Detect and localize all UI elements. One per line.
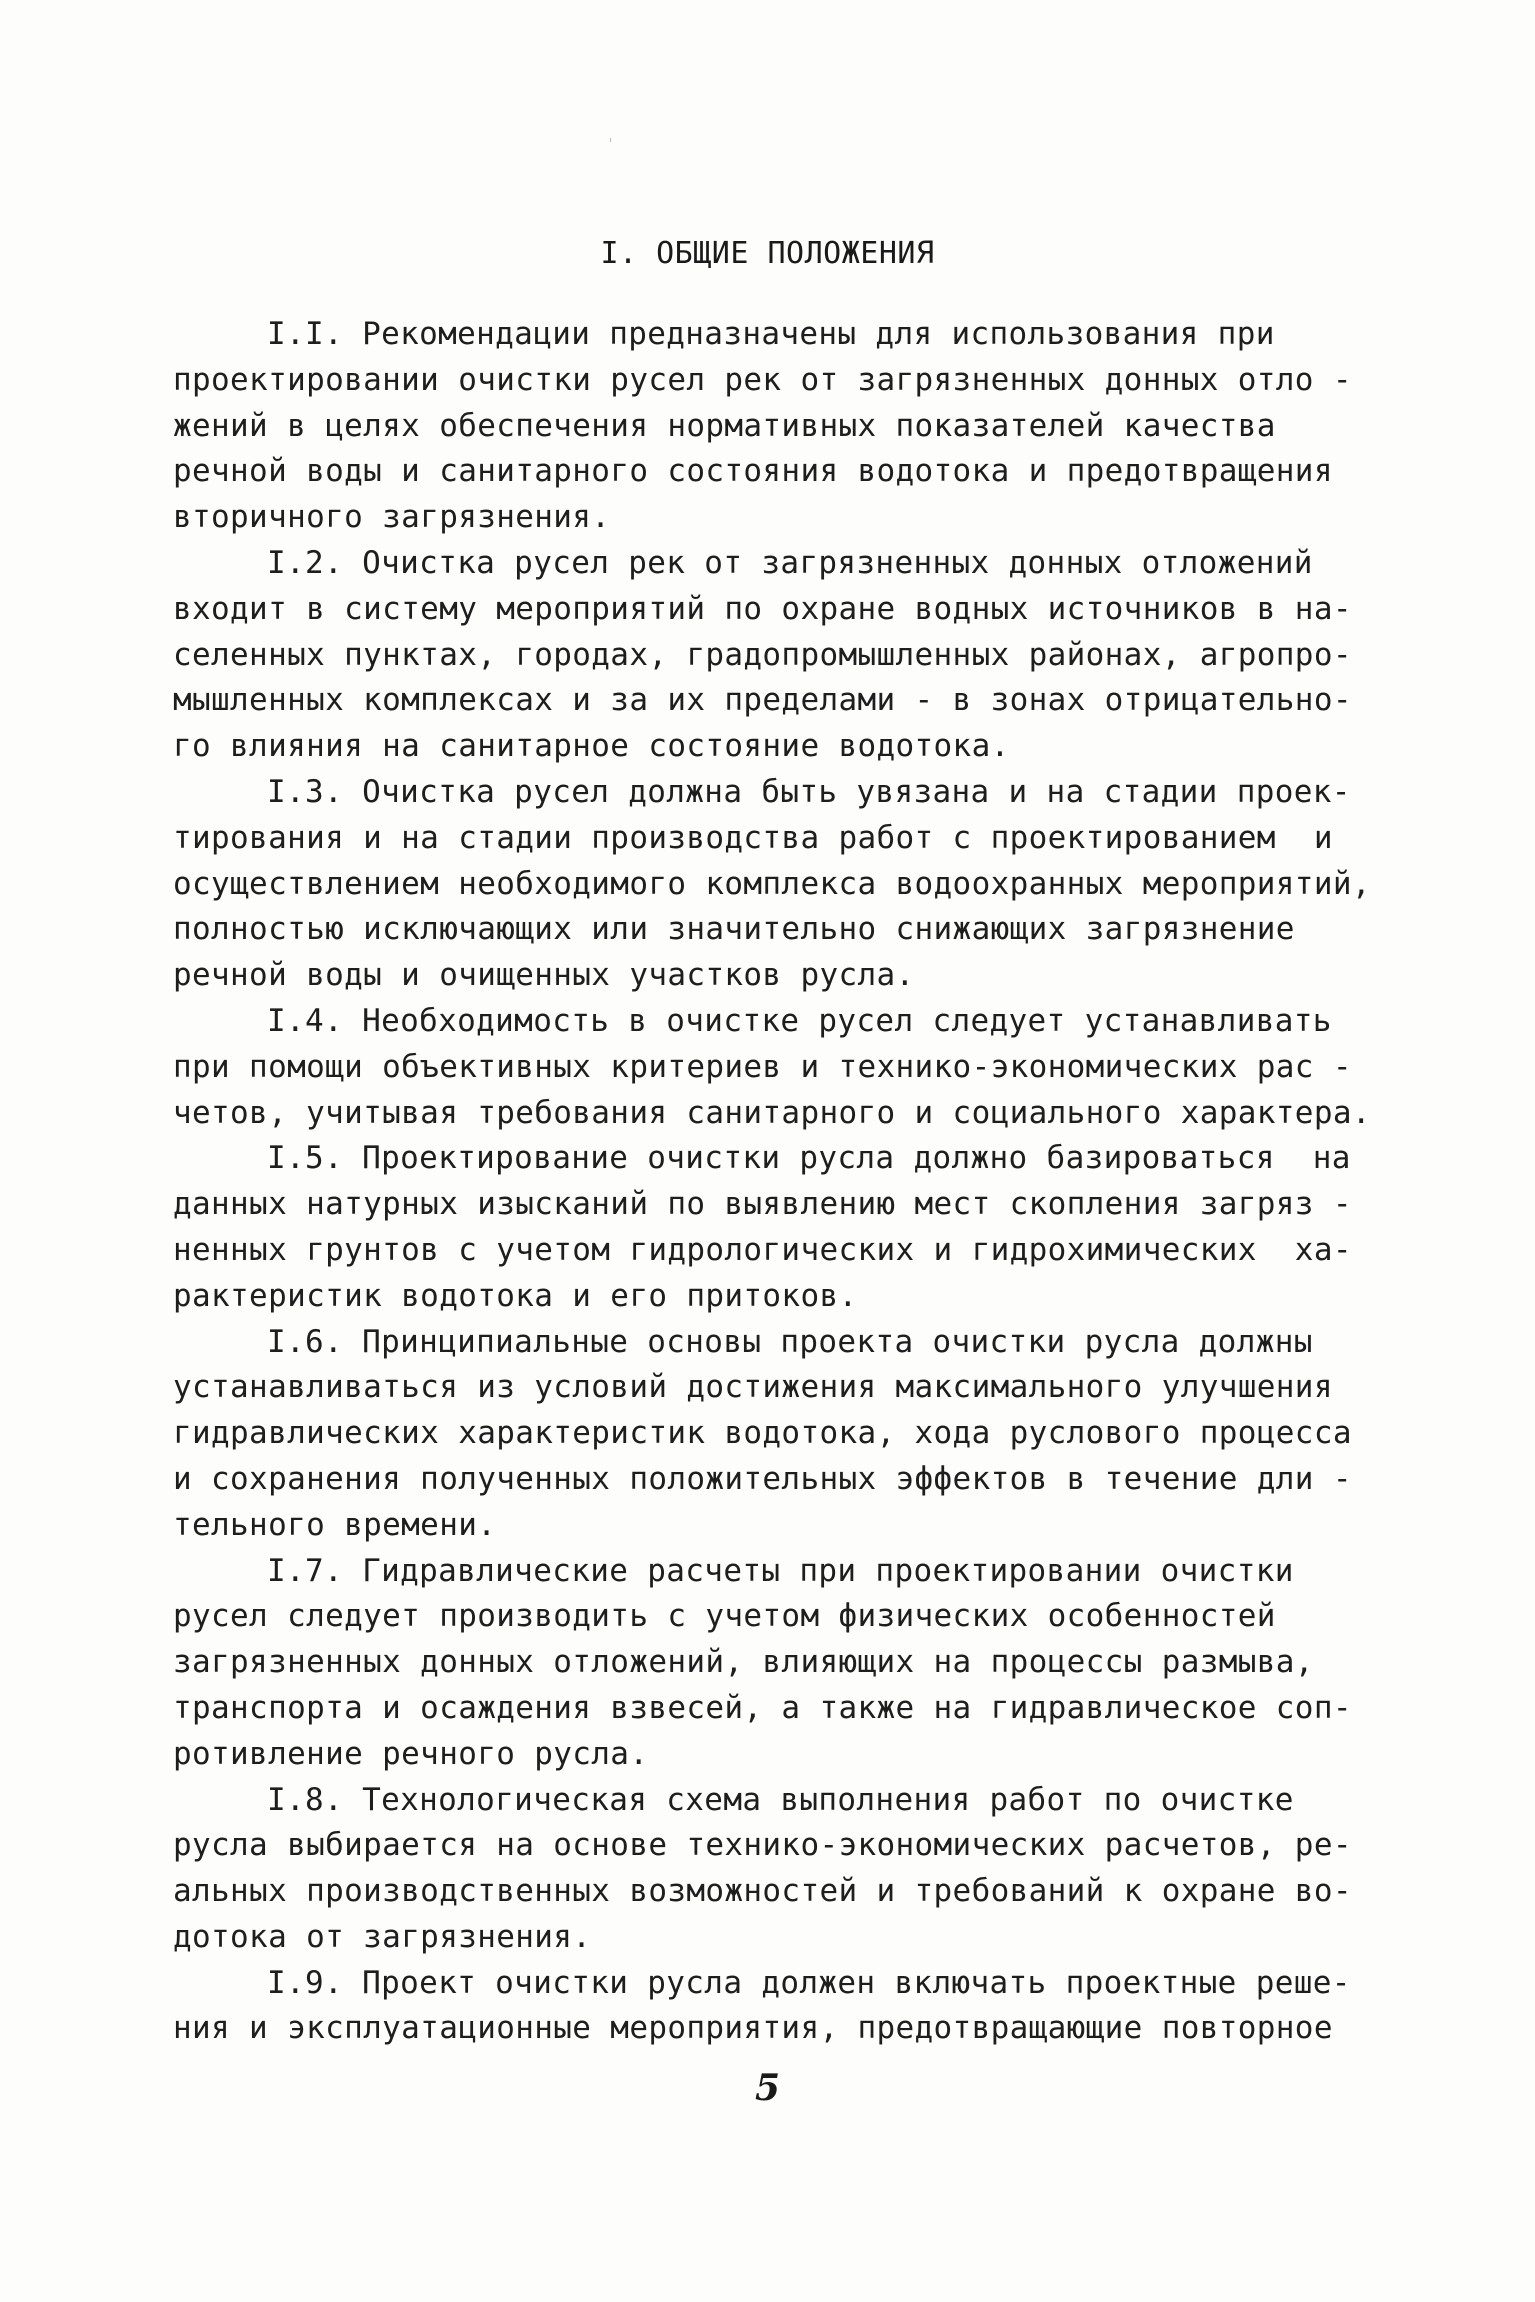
paragraph-1-9 [173,1961,1413,2053]
body-text [173,312,1413,2052]
text-line: и сохранения полученных положительных эффектов в течение дли - [173,1460,1352,1497]
text-line: русла выбирается на основе технико-экономических расчетов, ре- [173,1827,1352,1864]
text-line: гидравлических характеристик водотока, хода руслового процесса [173,1415,1352,1452]
text-line: входит в систему мероприятий по охране водных источников в на- [173,590,1352,627]
text-line: осуществлением необходимого комплекса водоохранных мероприятий, [173,865,1371,902]
paragraph-1-3 [173,770,1413,999]
text-line: жений в целях обеспечения нормативных показателей качества [173,407,1276,444]
text-line: тирования и на стадии производства работ с проектированием и [173,819,1333,856]
text-line: I.4. Необходимость в очистке русел следует устанавливать [267,1002,1332,1039]
text-line: дотока от загрязнения. [173,1918,592,1955]
text-line: I.8. Технологическая схема выполнения работ по очистке [267,1781,1294,1818]
text-line: I.3. Очистка русел должна быть увязана и на стадии проек- [267,773,1351,810]
paragraph-1-4 [173,999,1413,1136]
text-line: I.6. Принципиальные основы проекта очистки русла должны [267,1323,1313,1360]
paragraph-1-1 [173,312,1413,541]
text-line: полностью исключающих или значительно снижающих загрязнение [173,911,1295,948]
text-line: проектировании очистки русел рек от загрязненных донных отло - [173,361,1352,398]
text-line: русел следует производить с учетом физических особенностей [173,1598,1276,1635]
text-line: I.9. Проект очистки русла должен включать проектные реше- [267,1964,1351,2001]
text-line: при помощи объективных критериев и технико-экономических рас - [173,1048,1352,1085]
section-heading: I. ОБЩИЕ ПОЛОЖЕНИЯ [600,236,935,271]
text-line: четов, учитывая требования санитарного и социального характера. [173,1094,1371,1131]
text-line: ния и эксплуатационные мероприятия, предотвращающие повторное [173,2010,1333,2047]
paragraph-1-2 [173,541,1413,770]
text-line: вторичного загрязнения. [173,499,611,536]
paragraph-1-7 [173,1549,1413,1778]
page-number: 5 [754,2067,781,2109]
text-line: I.I. Рекомендации предназначены для использования при [267,316,1275,352]
text-line: ненных грунтов с учетом гидрологических и гидрохимических ха- [173,1231,1352,1268]
paragraph-1-8 [173,1778,1413,1961]
text-line: селенных пунктах, городах, градопромышленных районах, агропро- [173,636,1352,673]
scan-speck [610,138,611,142]
text-line: го влияния на санитарное состояние водотока. [173,728,1010,765]
text-line: альных производственных возможностей и требований к охране во- [173,1873,1352,1910]
text-line: рактеристик водотока и его притоков. [173,1277,858,1314]
text-line: I.5. Проектирование очистки русла должно базироваться на [267,1140,1351,1177]
text-line: транспорта и осаждения взвесей, а также на гидравлическое соп- [173,1689,1352,1726]
text-line: мышленных комплексах и за их пределами - в зонах отрицательно- [173,682,1352,719]
text-line: речной воды и санитарного состояния водотока и предотвращения [173,453,1333,490]
paragraph-1-6 [173,1320,1413,1549]
text-line: I.7. Гидравлические расчеты при проектировании очистки [267,1552,1294,1589]
text-line: тельного времени. [173,1506,497,1543]
text-line: загрязненных донных отложений, влияющих на процессы размыва, [173,1644,1314,1681]
text-line: ротивление речного русла. [173,1735,649,1772]
text-line: устанавливаться из условий достижения максимального улучшения [173,1369,1333,1406]
text-line: I.2. Очистка русел рек от загрязненных донных отложений [267,544,1313,581]
paragraph-1-5 [173,1136,1413,1319]
text-line: данных натурных изысканий по выявлению мест скопления загряз - [173,1186,1352,1223]
text-line: речной воды и очищенных участков русла. [173,957,915,994]
